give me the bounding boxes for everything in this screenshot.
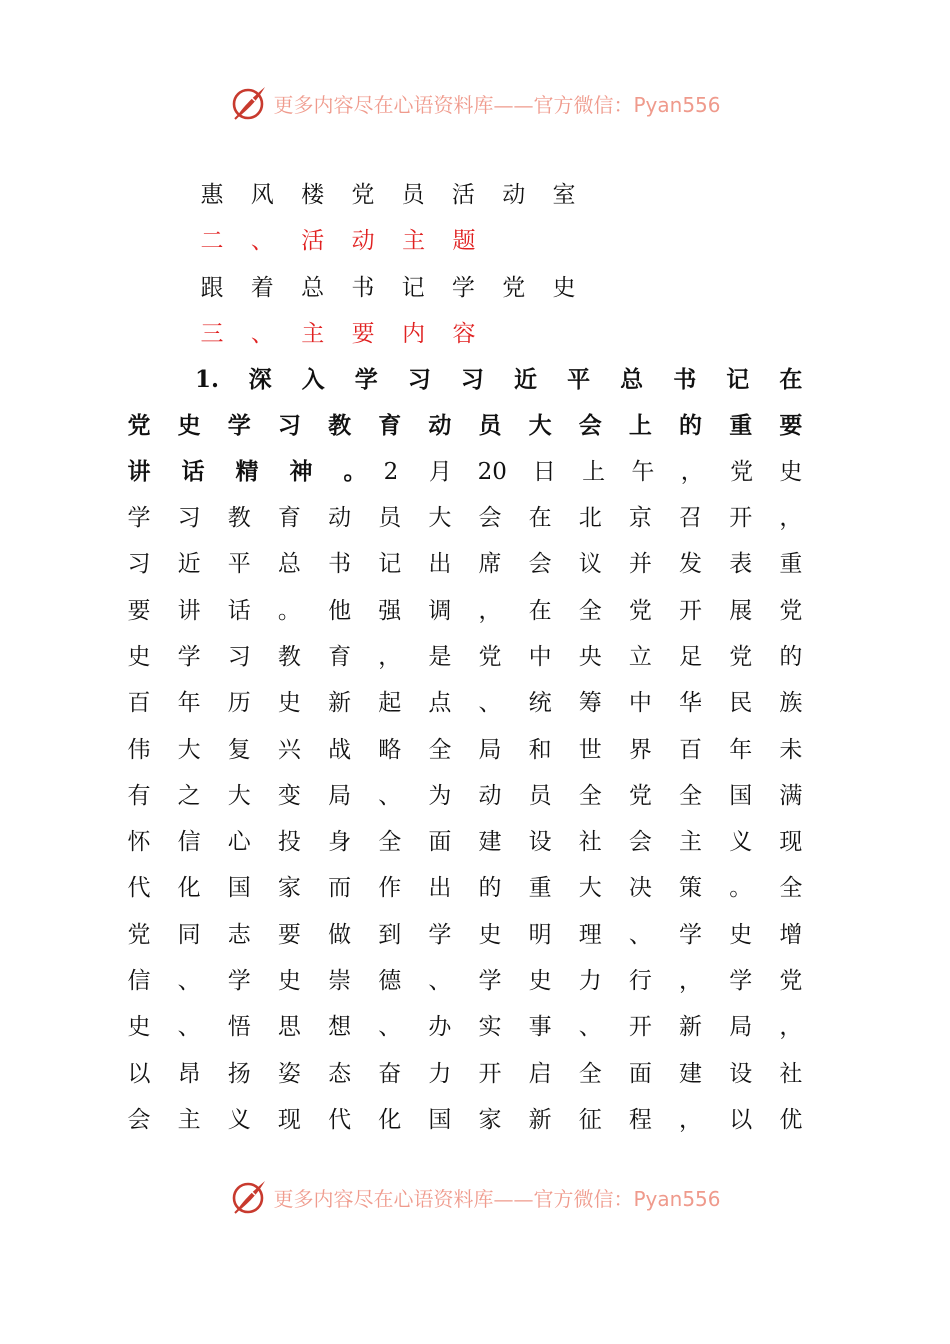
footer-banner — [0, 1177, 950, 1217]
item1-bold-tail: 讲 话 精 神 。 — [127, 458, 367, 485]
quill-logo-icon — [229, 83, 269, 123]
body-line: 有 之 大 变 局 、 为 动 员 全 党 全 国 满 — [127, 782, 803, 809]
header-banner — [0, 83, 950, 123]
body-line: 伟 大 复 兴 战 略 全 局 和 世 界 百 年 未 — [127, 736, 803, 763]
section-heading-content: 三 、 主 要 内 容 — [200, 321, 476, 347]
section-heading-theme: 二 、 活 动 主 题 — [200, 228, 476, 254]
item1-bold-line: 党 史 学 习 教 育 动 员 大 会 上 的 重 要 — [127, 412, 803, 439]
theme-line: 跟 着 总 书 记 学 党 史 — [200, 275, 576, 301]
place-line: 惠 风 楼 党 员 活 动 室 — [200, 182, 576, 208]
body-line: 党 同 志 要 做 到 学 史 明 理 、 学 史 增 — [127, 921, 803, 948]
quill-logo-icon — [229, 1177, 269, 1217]
body-line: 以 昂 扬 姿 态 奋 力 开 启 全 面 建 设 社 — [127, 1060, 803, 1087]
body-line: 学 习 教 育 动 员 大 会 在 北 京 召 开 ， — [127, 505, 803, 531]
body-line: 代 化 国 家 而 作 出 的 重 大 决 策 。 全 — [127, 875, 803, 902]
body-line: 信 、 学 史 崇 德 、 学 史 力 行 ， 学 党 — [127, 968, 803, 994]
body-line: 习 近 平 总 书 记 出 席 会 议 并 发 表 重 — [127, 551, 803, 578]
item1-mixed-line — [127, 452, 803, 492]
item1-lead-line: 1. 深 入 学 习 习 近 平 总 书 记 在 — [195, 366, 803, 393]
body-line: 百 年 历 史 新 起 点 、 统 筹 中 华 民 族 — [127, 690, 803, 717]
body-line: 史 学 习 教 育 ， 是 党 中 央 立 足 党 的 — [127, 643, 803, 670]
body-line: 史 、 悟 思 想 、 办 实 事 、 开 新 局 ， — [127, 1014, 803, 1041]
banner-text: 更多内容尽在心语资料库——官方微信：Pyan556 — [273, 1186, 721, 1211]
body-line: 会 主 义 现 代 化 国 家 新 征 程 ， 以 优 — [127, 1106, 803, 1133]
body-line: 怀 信 心 投 身 全 面 建 设 社 会 主 义 现 — [127, 829, 803, 856]
item1-date-part: 2 月 20 日 上 午 ， 党 史 — [383, 459, 803, 485]
body-line: 要 讲 话 。 他 强 调 ， 在 全 党 开 展 党 — [127, 597, 803, 624]
banner-text: 更多内容尽在心语资料库——官方微信：Pyan556 — [273, 92, 721, 117]
